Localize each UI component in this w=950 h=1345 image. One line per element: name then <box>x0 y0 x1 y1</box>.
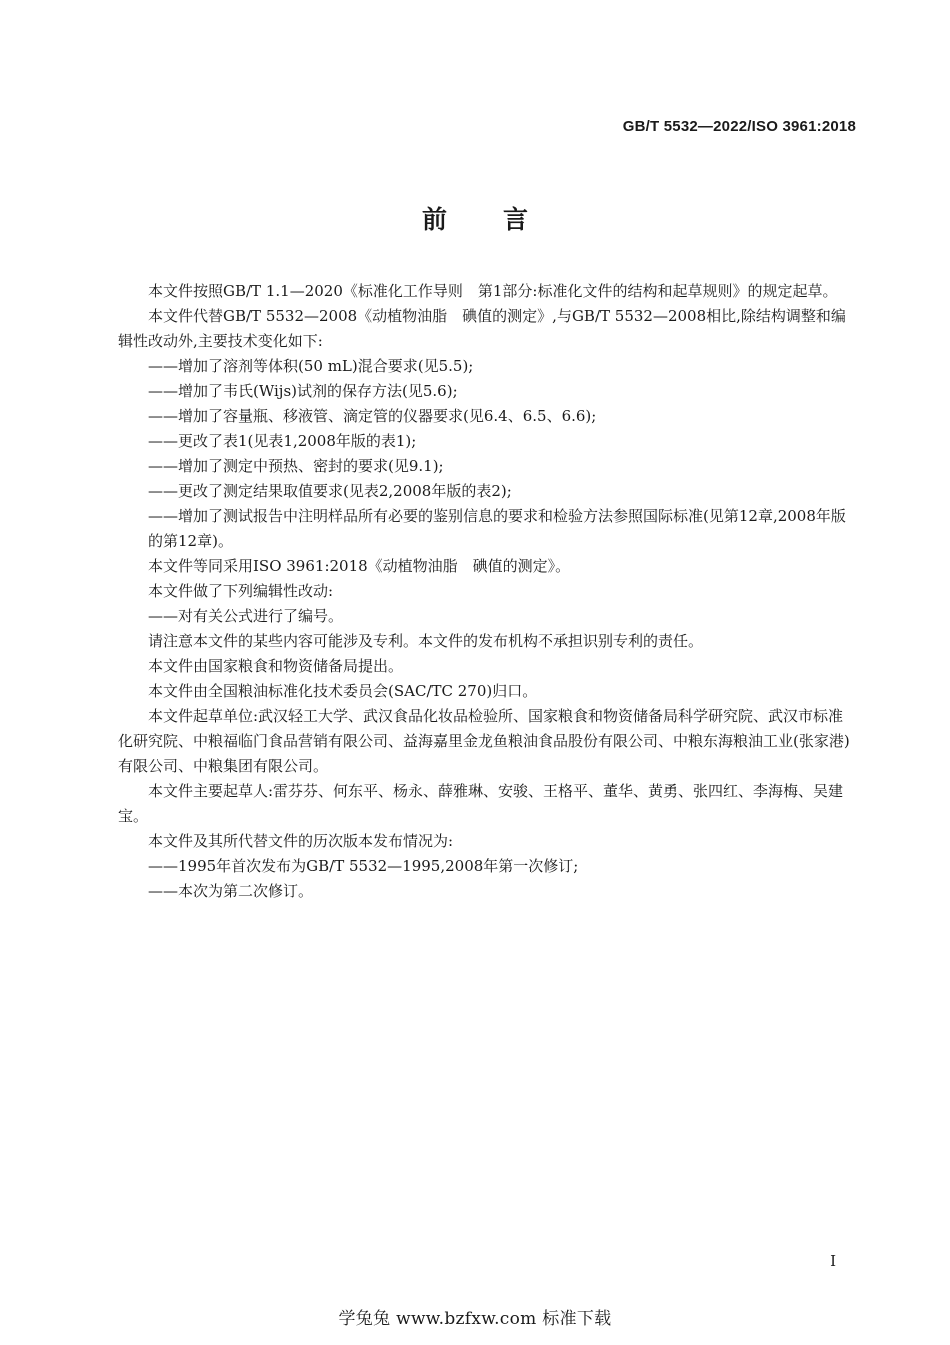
list-item: ——更改了测定结果取值要求(见表2,2008年版的表2); <box>148 482 512 500</box>
footer-watermark: 学兔兔 www.bzfxw.com 标准下载 <box>338 1309 612 1329</box>
list-item: ——增加了测定中预热、密封的要求(见9.1); <box>148 457 444 475</box>
paragraph: 本文件做了下列编辑性改动: <box>148 582 334 600</box>
paragraph: 请注意本文件的某些内容可能涉及专利。本文件的发布机构不承担识别专利的责任。 <box>148 632 704 650</box>
paragraph: 本文件按照GB/T 1.1—2020《标准化工作导则 第1部分:标准化文件的结构和起草规则》的规定起草。 <box>148 282 838 300</box>
list-item: ——增加了溶剂等体积(50 mL)混合要求(见5.5); <box>148 357 474 375</box>
paragraph: 本文件起草单位:武汉轻工大学、武汉食品化妆品检验所、国家粮食和物资储备局科学研究院、武汉市标准化研究院、中粮福临门食品营销有限公司、益海嘉里金龙鱼粮油食品股份有限公司、中粮东海粮油工业(张家港)有限公司、中粮集团有限公司。 <box>118 707 850 775</box>
page-number: I <box>830 1252 836 1270</box>
paragraph: 本文件由全国粮油标准化技术委员会(SAC/TC 270)归口。 <box>148 682 538 700</box>
list-item: ——更改了表1(见表1,2008年版的表1); <box>148 432 417 450</box>
paragraph: 本文件及其所代替文件的历次版本发布情况为: <box>148 832 454 850</box>
page-title: 前言 <box>421 205 584 234</box>
list-item: ——本次为第二次修订。 <box>148 882 314 900</box>
list-item: ——增加了容量瓶、移液管、滴定管的仪器要求(见6.4、6.5、6.6); <box>148 407 597 425</box>
list-item: ——对有关公式进行了编号。 <box>148 607 344 625</box>
list-item: ——1995年首次发布为GB/T 5532—1995,2008年第一次修订; <box>148 857 579 875</box>
paragraph: 本文件等同采用ISO 3961:2018《动植物油脂 碘值的测定》。 <box>148 557 571 575</box>
foreword-body <box>118 279 858 904</box>
paragraph: 本文件由国家粮食和物资储备局提出。 <box>148 657 404 675</box>
standard-code: GB/T 5532—2022/ISO 3961:2018 <box>622 118 856 135</box>
paragraph: 本文件主要起草人:雷芬芬、何东平、杨永、薛雅琳、安骏、王格平、董华、黄勇、张四红、李海梅、吴建宝。 <box>118 782 844 825</box>
list-item: ——增加了测试报告中注明样品所有必要的鉴别信息的要求和检验方法参照国际标准(见第12章,2008年版的第12章)。 <box>148 507 846 550</box>
paragraph: 本文件代替GB/T 5532—2008《动植物油脂 碘值的测定》,与GB/T 5532—2008相比,除结构调整和编辑性改动外,主要技术变化如下: <box>118 307 846 350</box>
list-item: ——增加了韦氏(Wijs)试剂的保存方法(见5.6); <box>148 382 458 400</box>
